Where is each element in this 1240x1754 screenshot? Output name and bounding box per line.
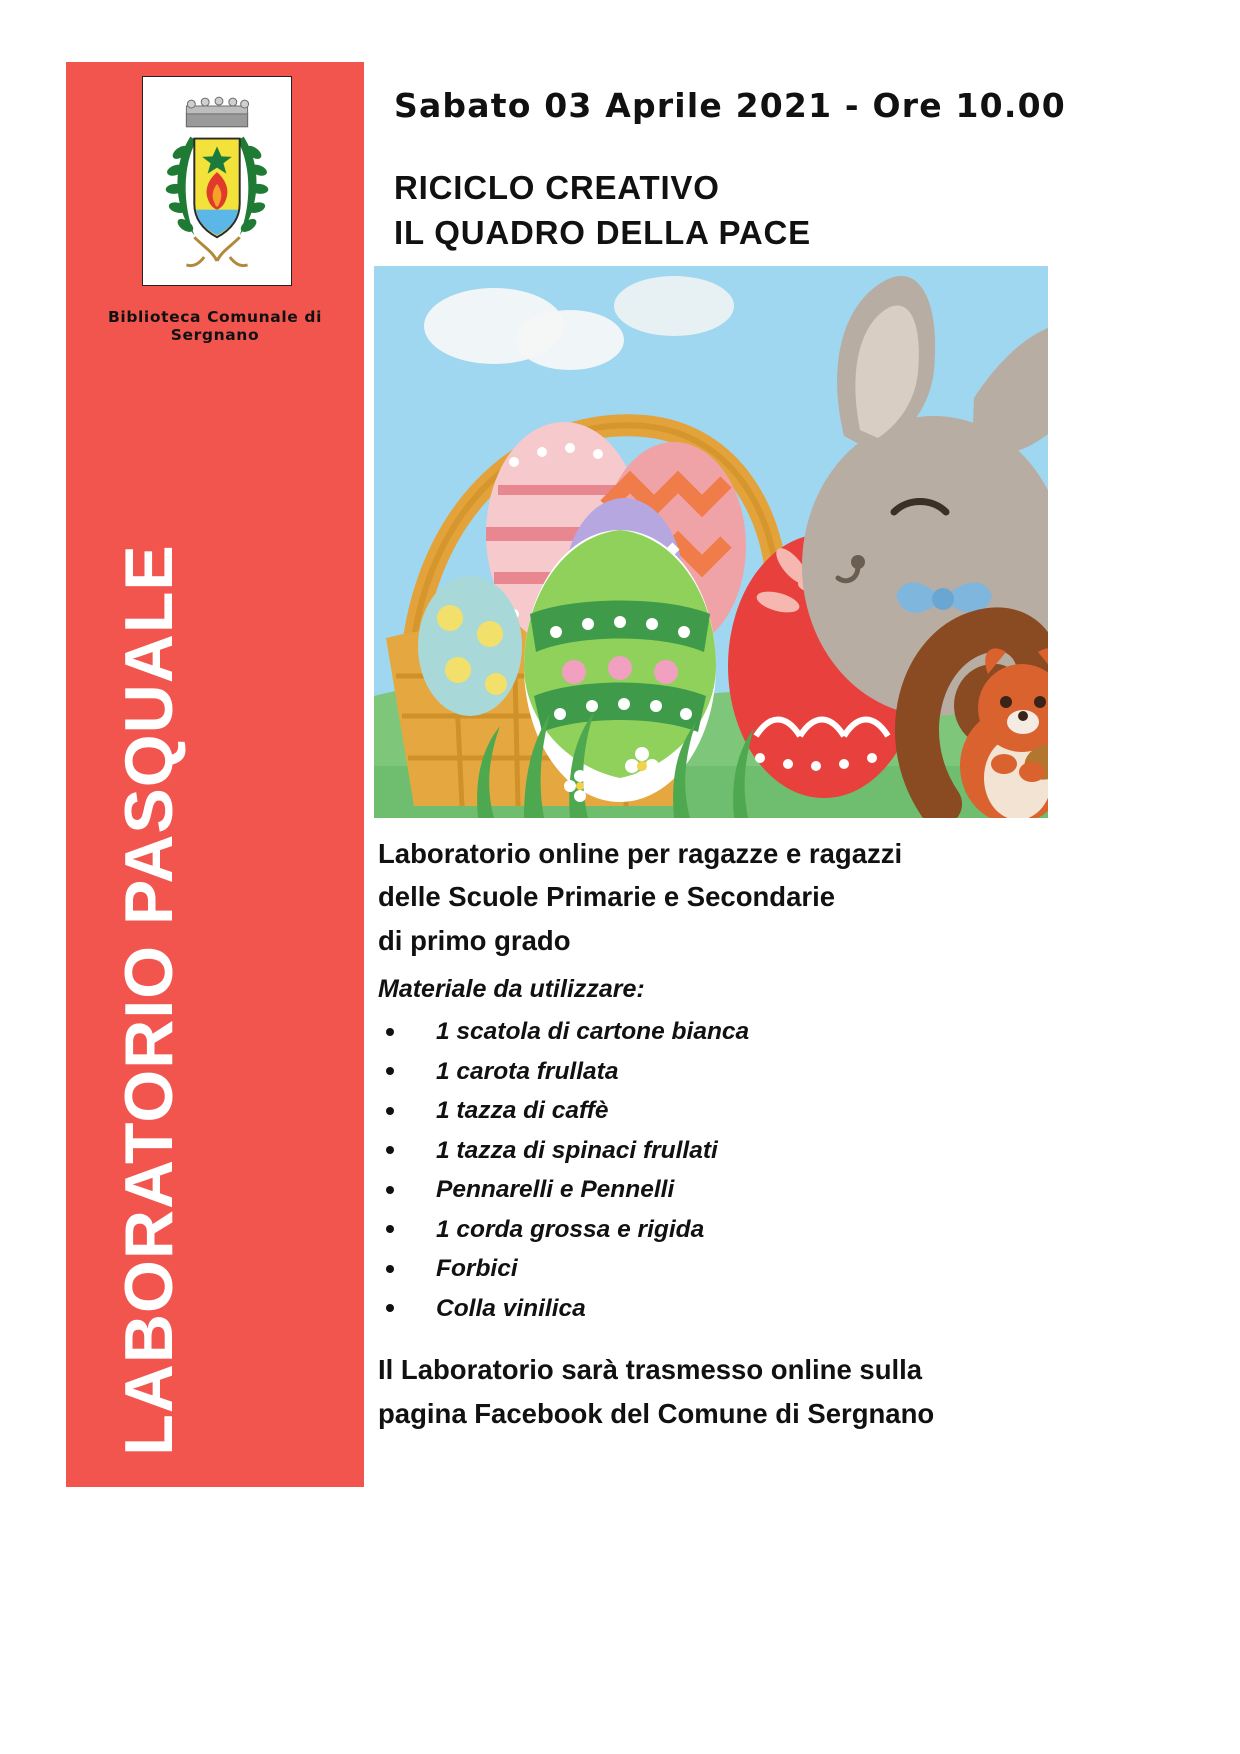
materials-list <box>378 1012 1038 1328</box>
list-item <box>378 1012 1038 1052</box>
bullet-icon <box>386 1107 394 1115</box>
bullet-icon <box>386 1028 394 1036</box>
list-item <box>378 1210 1038 1250</box>
coat-of-arms-icon <box>142 76 292 286</box>
lead-line-3: di primo grado <box>378 924 571 956</box>
materials-heading: Materiale da utilizzare: <box>378 975 645 1003</box>
lead-line-2: delle Scuole Primarie e Secondarie <box>378 881 836 913</box>
vertical-poster-title <box>0 530 298 1470</box>
list-item <box>378 1170 1038 1210</box>
broadcast-note-line-2: pagina Facebook del Comune di Sergnano <box>378 1398 935 1429</box>
bullet-icon <box>386 1146 394 1154</box>
list-item-label: Colla vinilica <box>436 1294 586 1322</box>
list-item <box>378 1052 1038 1092</box>
event-subtitle-line-1: RICICLO CREATIVO <box>394 169 720 206</box>
list-item <box>378 1131 1038 1171</box>
bullet-icon <box>386 1186 394 1194</box>
bullet-icon <box>386 1225 394 1233</box>
easter-illustration <box>374 266 1048 818</box>
library-label: Biblioteca Comunale di Sergnano <box>108 308 322 344</box>
event-subtitle-line-2: IL QUADRO DELLA PACE <box>394 213 811 251</box>
lead-line-1: Laboratorio online per ragazze e ragazzi <box>378 838 903 869</box>
list-item <box>378 1289 1038 1329</box>
broadcast-note-line-1: Il Laboratorio sarà trasmesso online sulla <box>378 1354 923 1385</box>
lead-paragraph <box>378 832 1058 962</box>
bullet-icon <box>386 1067 394 1075</box>
list-item <box>378 1249 1038 1289</box>
broadcast-note <box>378 1348 1068 1436</box>
bullet-icon <box>386 1265 394 1273</box>
bullet-icon <box>386 1304 394 1312</box>
list-item-label: 1 scatola di cartone bianca <box>436 1018 750 1045</box>
list-item-label: 1 carota frullata <box>436 1057 619 1085</box>
vertical-poster-title-text: LABORATORIO PASQUALE <box>111 544 187 1456</box>
list-item-label: 1 tazza di caffè <box>436 1097 609 1124</box>
event-subtitle <box>394 166 1094 255</box>
list-item-label: Forbici <box>436 1255 518 1282</box>
list-item <box>378 1091 1038 1131</box>
list-item-label: 1 corda grossa e rigida <box>436 1215 705 1243</box>
event-date-line: Sabato 03 Aprile 2021 - Ore 10.00 <box>394 86 1066 125</box>
list-item-label: Pennarelli e Pennelli <box>436 1176 675 1203</box>
list-item-label: 1 tazza di spinaci frullati <box>436 1136 718 1164</box>
